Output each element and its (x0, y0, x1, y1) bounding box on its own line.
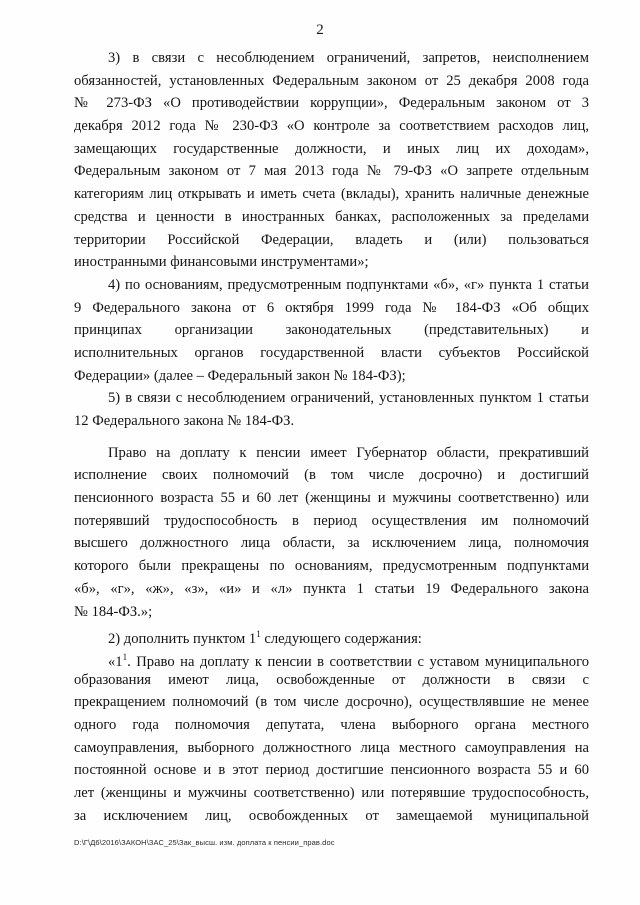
text-line: иностранными финансовыми инструментами»; (74, 254, 369, 271)
text-line: лет (женщины и мужчины соответственно) или потерявшие трудоспособность, (74, 785, 589, 801)
text-line: обязанностей, установленных Федеральным законом от 25 декабря 2008 года (74, 72, 589, 89)
text-line: Право на доплату к пенсии имеет Губернатор области, прекративший (108, 444, 589, 461)
text-line: одного года полномочия депутата, члена выборного органа местного (74, 716, 589, 733)
text-line: образования имеют лица, освобожденные от должности в связи с (74, 671, 589, 688)
text-line: потерявший трудоспособность в период осуществления им полномочий (74, 512, 589, 529)
text-line: № 184-ФЗ.»; (74, 603, 153, 620)
text-line: высшего должностного лица области, за исключением лица, полномочия (74, 535, 589, 552)
text-line: которого были прекращены по основаниям, предусмотренным подпунктами (74, 558, 589, 575)
point-text: . Право на доплату к пенсии в соответствии с уставом муниципального (127, 653, 589, 670)
amendment-tail: следующего содержания: (264, 631, 422, 648)
point-lead: «1 (108, 653, 123, 670)
text-line: исполнительных органов государственной власти субъектов Российской (74, 344, 589, 361)
text-line: территории Российской Федерации, владеть и (или) пользоваться (74, 231, 589, 248)
superscript: 1 (122, 651, 128, 662)
file-path-footer: D:\Г\Д6\2016\ЗАКОН\ЗАС_25\Зак_высш. изм. доплата к пенсии_прав.doc (74, 838, 335, 847)
paragraph-governor-pension (74, 442, 589, 624)
paragraph-item-5 (74, 387, 589, 432)
paragraph-amendment-2 (74, 623, 589, 646)
text-line: 4) по основаниям, предусмотренным подпунктами «б», «г» пункта 1 статьи (108, 276, 589, 293)
superscript: 1 (256, 629, 261, 640)
text-line: «б», «г», «ж», «з», «и» и «л» пункта 1 статьи 19 Федерального закона (74, 580, 589, 597)
text-line: Федеральным законом от 7 мая 2013 года № 79-ФЗ «О запрете отдельным (74, 163, 589, 180)
document-body (74, 47, 589, 827)
page-number: 2 (316, 22, 324, 38)
text-line: постоянной основе и в этот период достигшие пенсионного возраста 55 и 60 (74, 762, 589, 779)
text-line: Федерации» (далее – Федеральный закон № 184-ФЗ); (74, 367, 406, 384)
text-line (74, 623, 589, 646)
text-line: 5) в связи с несоблюдением ограничений, установленных пунктом 1 статьи (108, 390, 589, 407)
text-line: принципах организации законодательных (представительных) и (74, 322, 589, 339)
text-line: замещающих государственные должности, и иных лиц их доходам», (74, 140, 589, 157)
text-line: № 273-ФЗ «О противодействии коррупции», Федеральным законом от 3 (74, 95, 589, 112)
text-line: 9 Федерального закона от 6 октября 1999 года № 184-ФЗ «Об общих (74, 299, 589, 316)
text-line: за исключением лиц, освобожденных от замещаемой муниципальной (74, 807, 589, 824)
paragraph-item-4 (74, 274, 589, 387)
text-line: категориям лиц открывать и иметь счета (вклады), хранить наличные денежные (74, 186, 589, 203)
text-line: прекращением полномочий (в том числе досрочно), осуществлявшие не менее (74, 694, 589, 711)
text-line: средства и ценности в иностранных банках, расположенных за пределами (74, 208, 589, 225)
text-line: пенсионного возраста 55 и 60 лет (женщины и мужчины соответственно) или (74, 490, 589, 507)
text-line: самоуправления, выборного должностного лица местного самоуправления на (74, 739, 589, 756)
text-line: декабря 2012 года № 230-ФЗ «О контроле за соответствием расходов лиц, (74, 118, 589, 135)
text-line: 3) в связи с несоблюдением ограничений, запретов, неисполнением (108, 50, 589, 66)
paragraph-item-3 (74, 47, 589, 274)
text-line: исполнение своих полномочий (в том числе досрочно) и достигший (74, 467, 589, 484)
amendment-lead: 2) дополнить пунктом 1 (108, 631, 257, 648)
paragraph-gap (74, 433, 589, 442)
text-line: 12 Федерального закона № 184-ФЗ. (74, 413, 295, 429)
paragraph-point-1-1 (74, 646, 589, 828)
text-line (74, 646, 589, 669)
